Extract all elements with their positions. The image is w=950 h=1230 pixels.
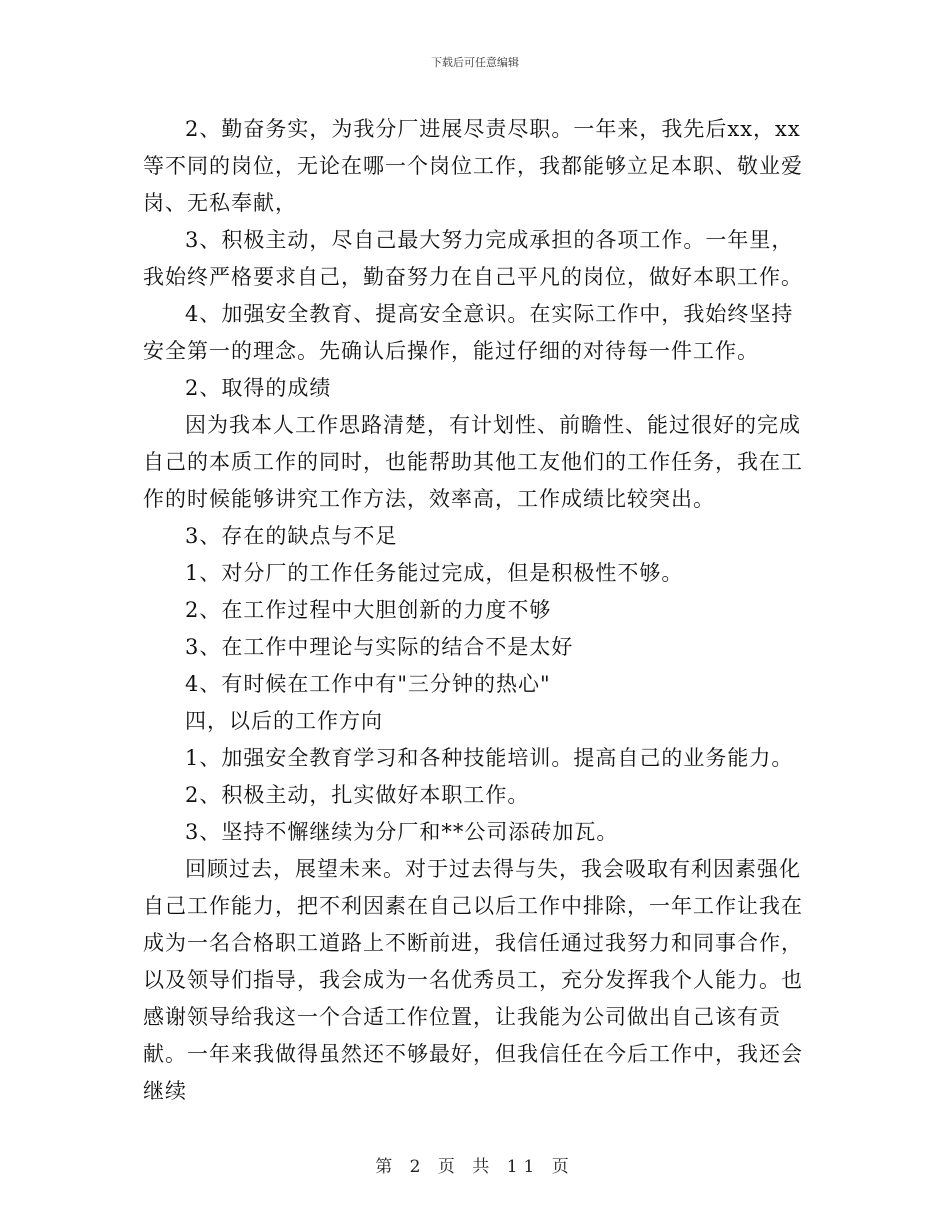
page-header: 下载后可任意编辑 — [431, 56, 519, 69]
paragraph-achievements: 因为我本人工作思路清楚，有计划性、前瞻性、能过很好的完成自己的本质工作的同时，也能帮助其他工友他们的工作任务，我在工作的时候能够讲究工作方法，效率高，工作成绩比较突出。 — [143, 413, 803, 511]
paragraph-2: 3、积极主动，尽自己最大努力完成承担的各项工作。一年里，我始终严格要求自己，勤奋努力在自己平凡的岗位，做好本职工作。 — [143, 228, 803, 289]
shortcoming-item-4: 4、有时候在工作中有"三分钟的热心" — [185, 672, 551, 696]
paragraph-1: 2、勤奋务实，为我分厂进展尽责尽职。一年来，我先后xx，xx等不同的岗位，无论在哪一个岗位工作，我都能够立足本职、敬业爱岗、无私奉献， — [143, 117, 803, 215]
section-heading-shortcomings: 3、存在的缺点与不足 — [185, 524, 398, 548]
future-item-3: 3、坚持不懈继续为分厂和**公司添砖加瓦。 — [185, 820, 619, 844]
shortcoming-item-2: 2、在工作过程中大胆创新的力度不够 — [185, 598, 552, 622]
future-item-1: 1、加强安全教育学习和各种技能培训。提高自己的业务能力。 — [185, 746, 794, 770]
paragraph-conclusion: 回顾过去，展望未来。对于过去得与失，我会吸取有利因素强化自己工作能力，把不利因素在自己以后工作中排除，一年工作让我在成为一名合格职工道路上不断前进，我信任通过我努力和同事合作，以及领导们指导，我会成为一名优秀员工，充分发挥我个人能力。也感谢领导给我这一个合适工作位置，让我能为公司做出自己该有贡献。一年来我做得虽然还不够最好，但我信任在今后工作中，我还会继续 — [143, 857, 803, 1103]
section-heading-future: 四，以后的工作方向 — [185, 709, 383, 733]
section-heading-achievements: 2、取得的成绩 — [185, 376, 332, 400]
paragraph-3: 4、加强安全教育、提高安全意识。在实际工作中，我始终坚持安全第一的理念。先确认后操作，能过仔细的对待每一件工作。 — [143, 302, 794, 363]
shortcoming-item-1: 1、对分厂的工作任务能过完成，但是积极性不够。 — [185, 561, 684, 585]
future-item-2: 2、积极主动，扎实做好本职工作。 — [185, 783, 530, 807]
shortcoming-item-3: 3、在工作中理论与实际的结合不是太好 — [185, 635, 574, 659]
document-body — [143, 111, 811, 1110]
page-footer: 第 2 页 共 11 页 — [375, 1157, 575, 1177]
